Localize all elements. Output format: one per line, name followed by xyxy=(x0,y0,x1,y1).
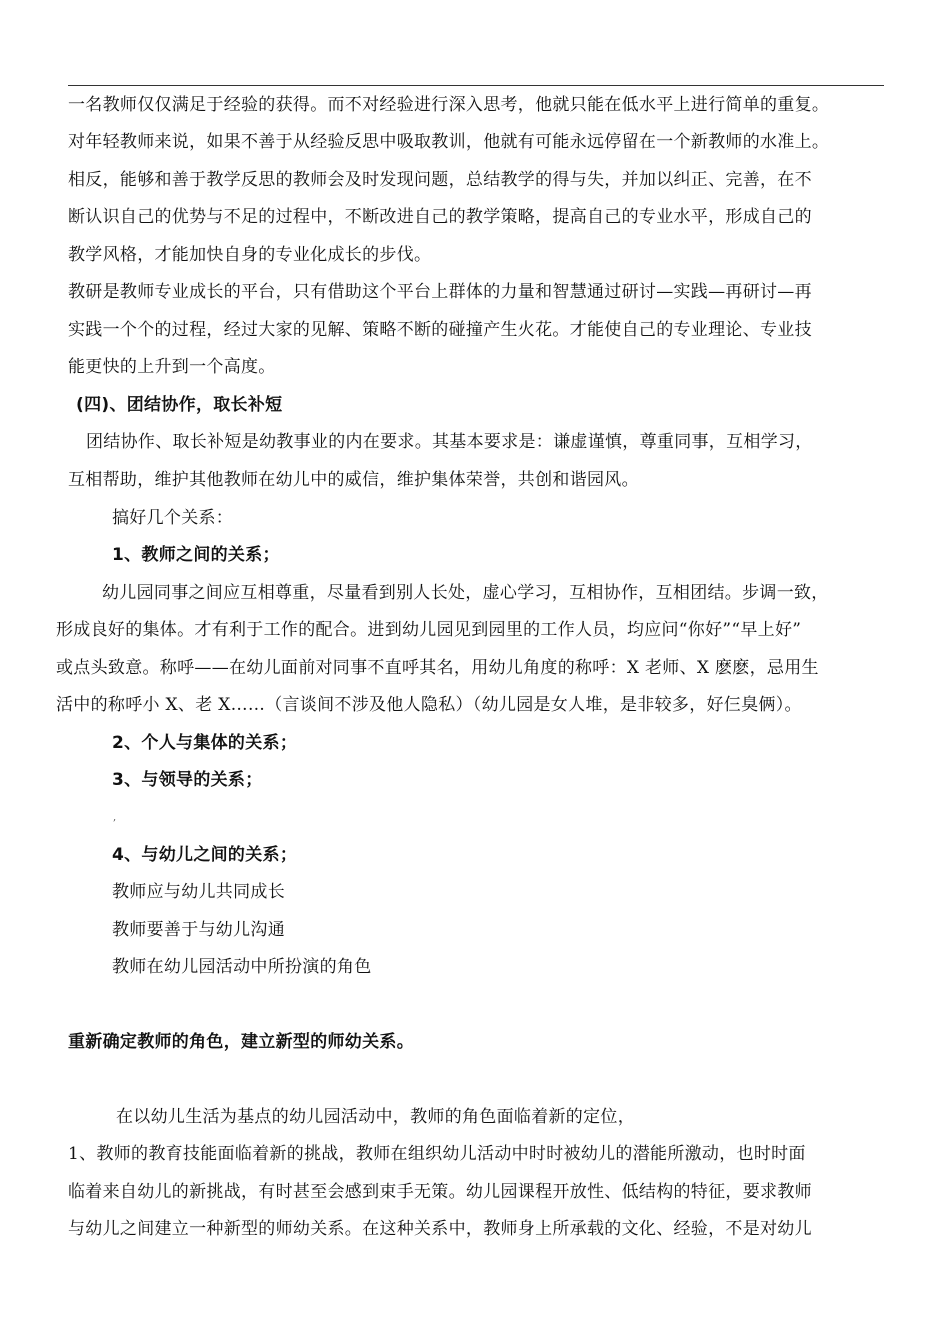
section4-intro-line: 团结协作、取长补短是幼教事业的内在要求。其基本要求是：谦虚谨慎，尊重同事，互相学习， xyxy=(86,432,813,452)
section-heading: (四)、团结协作，取长补短 xyxy=(76,395,283,415)
section5-point-line: 1、教师的教育技能面临着新的挑战，教师在组织幼儿活动中时时被幼儿的潜能所激动，也时时面 xyxy=(68,1144,806,1164)
section5-point-line: 与幼儿之间建立一种新型的师幼关系。在这种关系中，教师身上所承载的文化、经验，不是对幼儿 xyxy=(68,1219,812,1239)
item4-point: 教师要善于与幼儿沟通 xyxy=(112,920,285,940)
item-heading: 2、个人与集体的关系； xyxy=(112,733,298,753)
item1-line: 形成良好的集体。才有利于工作的配合。进到幼儿园见到园里的工作人员，均应问“你好”“早上好” xyxy=(56,620,802,640)
paragraph1-line: 对年轻教师来说，如果不善于从经验反思中吸取教训，他就有可能永远停留在一个新教师的水准上。 xyxy=(68,132,830,152)
paragraph2-line: 教研是教师专业成长的平台，只有借助这个平台上群体的力量和智慧通过研讨—实践—再研讨—再 xyxy=(68,282,812,302)
item1-line: 或点头致意。称呼——在幼儿面前对同事不直呼其名，用幼儿角度的称呼：X 老师、X 麽麽，忌用生 xyxy=(56,658,819,678)
paragraph1-line: 相反，能够和善于教学反思的教师会及时发现问题，总结教学的得与失，并加以纠正、完善，在不 xyxy=(68,170,812,190)
item1-line: 活中的称呼小 X、老 X……（言谈间不涉及他人隐私）（幼儿园是女人堆，是非较多，好仨臭俩）。 xyxy=(56,695,802,715)
item1-line: 幼儿园同事之间应互相尊重，尽量看到别人长处，虚心学习，互相协作，互相团结。步调一致， xyxy=(102,583,829,603)
item4-point: 教师在幼儿园活动中所扮演的角色 xyxy=(112,957,372,977)
relations-intro: 搞好几个关系： xyxy=(112,508,234,528)
paragraph1-line: 一名教师仅仅满足于经验的获得。而不对经验进行深入思考，他就只能在低水平上进行简单的重复。 xyxy=(68,95,830,115)
paragraph2-line: 能更快的上升到一个高度。 xyxy=(68,357,276,377)
item-heading: 1、教师之间的关系； xyxy=(112,545,280,565)
section5-intro: 在以幼儿生活为基点的幼儿园活动中，教师的角色面临着新的定位， xyxy=(116,1107,635,1127)
header-rule xyxy=(68,85,884,86)
section4-intro-line: 互相帮助，维护其他教师在幼儿中的威信，维护集体荣誉，共创和谐园风。 xyxy=(68,470,639,490)
paragraph1-line: 教学风格，才能加快自身的专业化成长的步伐。 xyxy=(68,245,432,265)
section-heading: 重新确定教师的角色，建立新型的师幼关系。 xyxy=(68,1032,414,1052)
stray-mark: , xyxy=(113,812,117,823)
paragraph1-line: 断认识自己的优势与不足的过程中，不断改进自己的教学策略，提高自己的专业水平，形成自己的 xyxy=(68,207,812,227)
item-heading: 4、与幼儿之间的关系； xyxy=(112,845,298,865)
item-heading: 3、与领导的关系； xyxy=(112,770,263,790)
paragraph2-line: 实践一个个的过程，经过大家的见解、策略不断的碰撞产生火花。才能使自己的专业理论、专业技 xyxy=(68,320,812,340)
section5-point-line: 临着来自幼儿的新挑战，有时甚至会感到束手无策。幼儿园课程开放性、低结构的特征，要求教师 xyxy=(68,1182,812,1202)
item4-point: 教师应与幼儿共同成长 xyxy=(112,882,285,902)
